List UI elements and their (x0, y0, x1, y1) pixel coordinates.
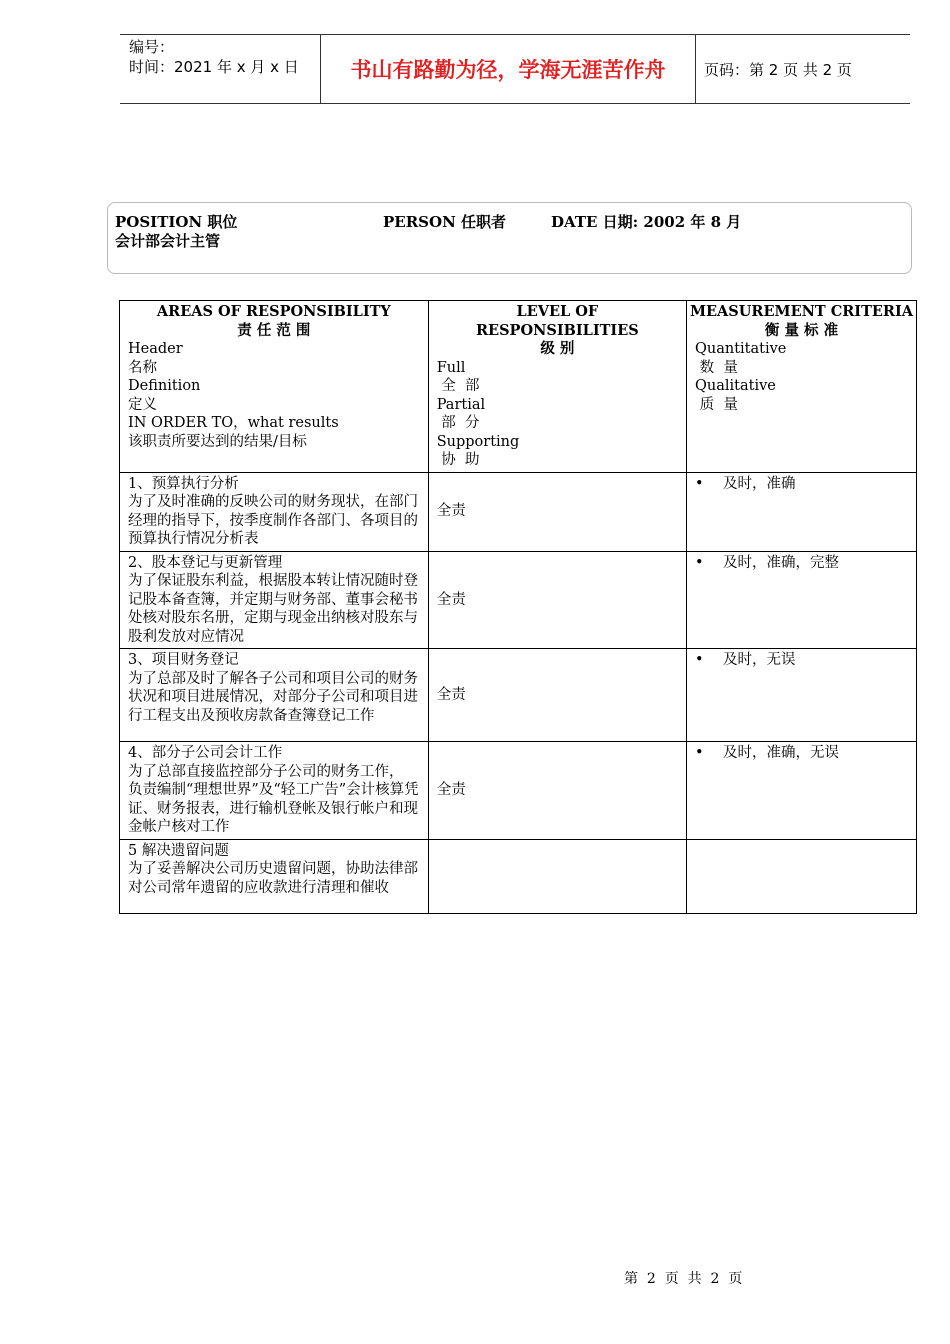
number-label: 编号： (129, 38, 175, 56)
bullet-icon: • (695, 652, 704, 668)
bullet-icon: • (695, 475, 704, 492)
criteria-cell (687, 472, 917, 551)
row-title: 3、项目财务登记 (128, 652, 239, 668)
row-title: 4、部分子公司会计工作 (128, 745, 283, 761)
position-info-box (107, 202, 912, 274)
header-cell-areas (120, 301, 429, 473)
legend-line: Definition (128, 378, 201, 394)
header-left (129, 37, 299, 77)
responsibility-cell (120, 649, 429, 742)
responsibility-cell (120, 472, 429, 551)
criteria-header-en: MEASUREMENT CRITERIA (689, 303, 914, 320)
criteria-text: 及时，准确，完整 (723, 554, 839, 571)
responsibility-cell (120, 551, 429, 649)
position-label: POSITION 职位 (115, 213, 238, 231)
criteria-cell (687, 649, 917, 742)
row-description: 为了妥善解决公司历史遗留问题，协助法律部对公司常年遗留的应收款进行清理和催收 (128, 861, 418, 896)
motto: 书山有路勤为径，学海无涯苦作舟 (320, 35, 696, 103)
legend-line: Qualitative (695, 378, 776, 394)
row-title: 2、股本登记与更新管理 (128, 554, 283, 571)
row-title: 5 解决遗留问题 (128, 842, 229, 859)
legend-line: 数 量 (695, 359, 738, 376)
row-title: 1、预算执行分析 (128, 475, 239, 492)
bullet-icon: • (695, 554, 704, 571)
bullet-icon: • (695, 745, 704, 761)
legend-line: 部 分 (436, 415, 480, 431)
level-cell: 全责 (428, 551, 686, 649)
areas-header-en: AREAS OF RESPONSIBILITY (156, 303, 391, 320)
criteria-cell (687, 742, 917, 840)
legend-line: Full (436, 359, 466, 376)
legend-line: 该职责所要达到的结果/目标 (128, 433, 307, 450)
table-row (120, 472, 917, 551)
responsibility-table (119, 300, 917, 914)
criteria-text: 及时，准确 (723, 475, 796, 492)
legend-line: Quantitative (695, 341, 787, 357)
legend-line: 质 量 (695, 396, 738, 413)
level-header-cn: 级 别 (540, 340, 575, 357)
legend-line: Partial (436, 396, 486, 413)
responsibility-cell (120, 742, 429, 840)
header-cell-level (428, 301, 686, 473)
legend-line: Supporting (436, 433, 520, 450)
table-row (120, 839, 917, 913)
table-row (120, 649, 917, 742)
table-header-row (120, 301, 917, 473)
level-header-en: LEVEL OF RESPONSIBILITIES (475, 303, 639, 339)
row-description: 为了总部直接监控部分子公司的财务工作， 负责编制“理想世界”及“轻工广告”会计核算凭证、财务报表，进行输机登帐及银行帐户和现金帐户核对工作 (128, 763, 419, 835)
table-row (120, 551, 917, 649)
areas-header-cn: 责 任 范 围 (237, 321, 311, 339)
legend-line: 定义 (128, 396, 157, 413)
legend-line: IN ORDER TO，what results (128, 415, 339, 431)
row-description: 为了保证股东利益，根据股本转让情况随时登记股本备查簿，并定期与财务部、董事会秘书处核对股东名册，定期与现金出纳核对股东与股利发放对应情况 (128, 573, 418, 645)
level-cell: 全责 (428, 472, 686, 551)
date-label: DATE 日期: 2002 年 8 月 (551, 213, 742, 231)
level-cell: 全责 (428, 742, 686, 840)
criteria-cell (687, 551, 917, 649)
level-cell: 全责 (428, 649, 686, 742)
page-info: 页码：第 2 页 共 2 页 (704, 61, 852, 79)
time-label: 时间：2021 年 x 月 x 日 (129, 58, 299, 76)
criteria-header-cn: 衡 量 标 准 (764, 321, 839, 339)
legend-line: Header (128, 341, 183, 357)
responsibility-cell (120, 839, 429, 913)
legend-line: 名称 (128, 359, 157, 376)
legend-line: 协 助 (436, 452, 480, 468)
position-value: 会计部会计主管 (115, 232, 221, 250)
page-footer: 第 2 页 共 2 页 (624, 1271, 743, 1287)
row-description: 为了及时准确的反映公司的财务现状，在部门 经理的指导下，按季度制作各部门、各项目的预算执行情况分析表 (128, 494, 418, 547)
legend-line: 全 部 (436, 378, 480, 394)
table-row (120, 742, 917, 840)
header-cell-criteria (687, 301, 917, 473)
row-description: 为了总部及时了解各子公司和项目公司的财务状况和项目进展情况，对部分子公司和项目进行工程支出及预收房款备查簿登记工作 (128, 670, 418, 724)
level-cell (428, 839, 686, 913)
criteria-cell (687, 839, 917, 913)
page-header (120, 34, 910, 104)
person-label: PERSON 任职者 (383, 213, 507, 231)
criteria-text: 及时，无误 (723, 652, 796, 668)
criteria-text: 及时，准确，无误 (723, 745, 839, 761)
